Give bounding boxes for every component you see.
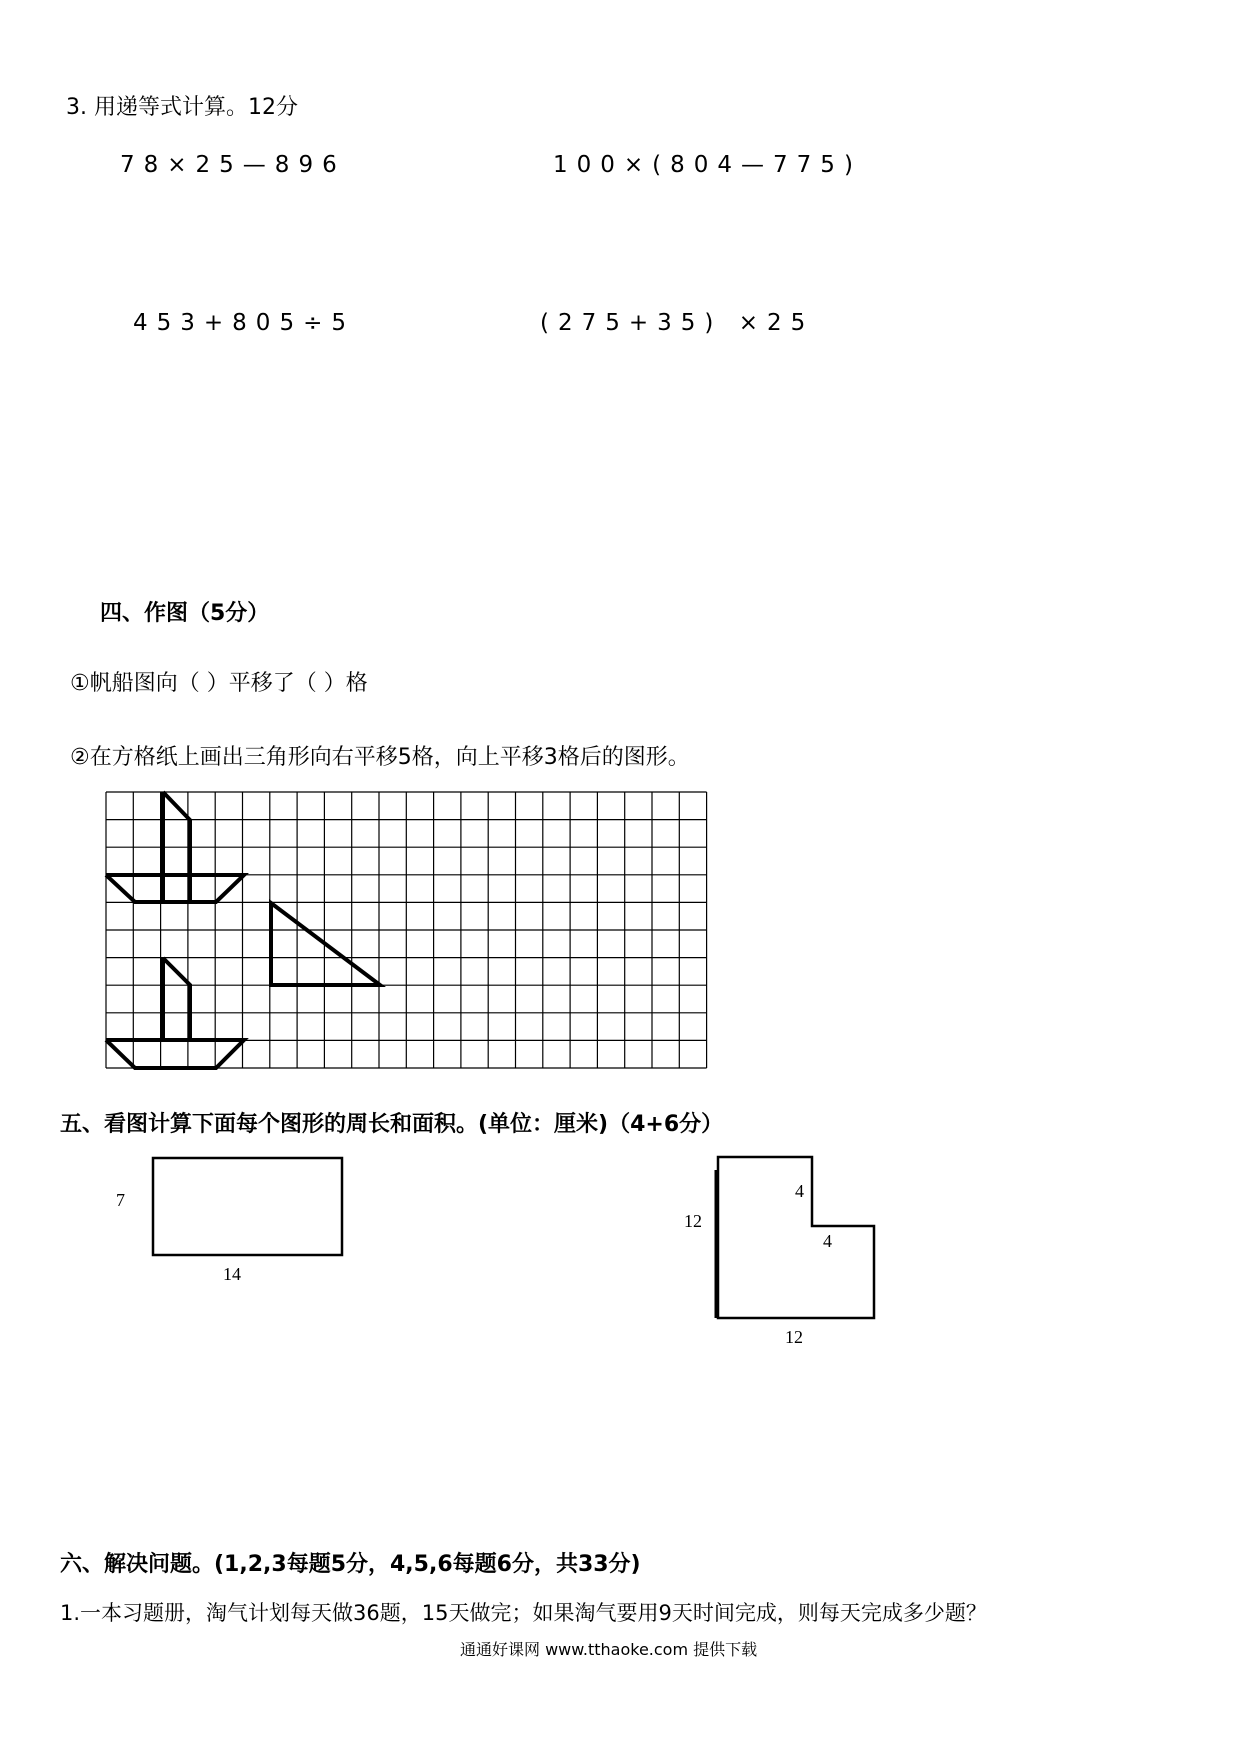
expression-3: 453+805÷5: [133, 310, 355, 336]
problem-1: 1.一本习题册，淘气计划每天做36题，15天做完；如果淘气要用9天时间完成，则每天完成多少题？: [60, 1601, 987, 1625]
expression-4: (275+35) ×25: [540, 310, 815, 336]
footer-note: 通通好课网 www.tthaoke.com 提供下载: [460, 1640, 758, 1659]
expression-2: 100×(804—775): [553, 152, 862, 178]
l-shape-notch-height-label: 4: [795, 1181, 804, 1201]
drawing-question-1: ①帆船图向（ ）平移了（ ）格: [70, 671, 368, 696]
section-5-title: 五、看图计算下面每个图形的周长和面积。(单位：厘米)（4+6分）: [60, 1112, 724, 1137]
drawing-question-2: ②在方格纸上画出三角形向右平移5格，向上平移3格后的图形。: [70, 745, 690, 770]
rect-width-label: 14: [223, 1264, 241, 1284]
section-4-title: 四、作图（5分）: [100, 601, 270, 626]
rect-height-label: 7: [116, 1190, 125, 1210]
l-shape-notch-width-label: 4: [823, 1231, 832, 1251]
l-shape-width-label: 12: [785, 1327, 803, 1347]
l-shape-height-label: 12: [684, 1211, 702, 1231]
section-3-title: 3. 用递等式计算。12分: [66, 95, 298, 120]
expression-1: 78×25—896: [120, 152, 346, 178]
section-6-title: 六、解决问题。(1,2,3每题5分，4,5,6每题6分，共33分): [60, 1552, 641, 1577]
